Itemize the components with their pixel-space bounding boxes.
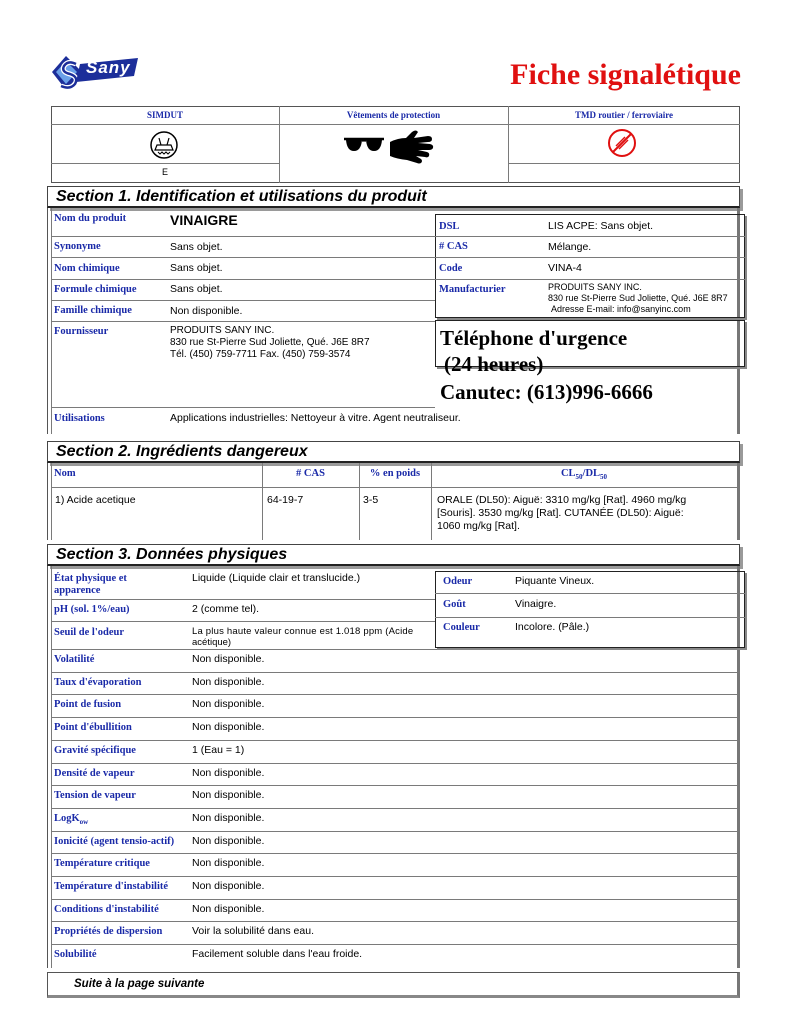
property-value: Voir la solubilité dans eau.: [192, 925, 314, 938]
safety-glasses-icon: [343, 137, 385, 155]
property-label: [54, 926, 162, 937]
property-value: Non disponible.: [192, 721, 265, 734]
simdut-class: E: [161, 167, 168, 177]
nom-produit-value: VINAIGRE: [170, 212, 238, 228]
synonyme-value: Sans objet.: [170, 241, 223, 253]
property-label-text: LogK: [54, 812, 80, 824]
col-cas-header: # CAS: [296, 468, 325, 479]
property-value: Non disponible.: [192, 857, 265, 870]
seuil-line2: acétique): [192, 637, 232, 648]
protection-header: Vêtements de protection: [346, 110, 441, 120]
property-label-text: Gravité spécifique: [54, 744, 136, 756]
row-divider: [51, 876, 737, 877]
seuil-line1: La plus haute valeur connue est 1.018 ppm (Acide: [192, 626, 414, 637]
nom-chimique-label: Nom chimique: [54, 263, 120, 274]
seuil-label: Seuil de l'odeur: [54, 627, 125, 638]
property-label-text: Conditions d'instabilité: [54, 903, 159, 915]
synonyme-label: Synonyme: [54, 241, 101, 252]
property-value: Non disponible.: [192, 789, 265, 802]
code-label: Code: [439, 263, 463, 274]
cas-label: # CAS: [439, 241, 468, 252]
gout-value: Vinaigre.: [515, 598, 557, 610]
property-value: Non disponible.: [192, 653, 265, 665]
glove-icon: [388, 128, 440, 168]
ingredient-tox-line3: 1060 mg/kg [Rat].: [437, 520, 520, 532]
footer-box: [47, 972, 740, 998]
property-label: [54, 858, 150, 869]
row-divider: [51, 785, 737, 786]
manufacturier-label: Manufacturier: [439, 284, 506, 295]
urgence-line1: Téléphone d'urgence: [440, 326, 628, 350]
ingredient-tox-line2: [Souris]. 3530 mg/kg [Rat]. CUTANÉE (DL50): Aiguë:: [437, 507, 684, 519]
company-logo: [46, 50, 140, 98]
section-3-header: [47, 544, 740, 566]
property-label: [54, 836, 174, 847]
property-value: Non disponible.: [192, 834, 265, 847]
not-regulated-icon: [607, 128, 637, 158]
property-value: Non disponible.: [192, 880, 265, 892]
odeur-value: Piquante Vineux.: [515, 575, 595, 587]
col-cl-sub: 50: [575, 473, 583, 482]
continued-note: Suite à la page suivante: [74, 978, 205, 990]
row-divider: [51, 672, 737, 673]
row-divider: [51, 694, 737, 695]
property-label-text: Point d'ébullition: [54, 722, 132, 734]
logo-text: Sany: [86, 58, 131, 77]
col-cl-dl-header: [431, 468, 737, 481]
ingredient-poids: 3-5: [363, 494, 379, 506]
property-label: [54, 949, 97, 960]
urgence-line3: Canutec: (613)996-6666: [440, 380, 653, 404]
ingredient-nom: 1) Acide acetique: [55, 494, 136, 506]
dsl-label: DSL: [439, 221, 460, 232]
property-label-text: Température d'instabilité: [54, 881, 169, 892]
property-value: 1 (Eau = 1): [192, 743, 245, 756]
dsl-value: LIS ACPE: Sans objet.: [548, 220, 654, 232]
row-divider: [51, 853, 737, 854]
simdut-icon: [148, 130, 180, 160]
row-divider: [51, 921, 737, 922]
simdut-header: SIMDUT: [146, 110, 183, 120]
ph-label: pH (sol. 1%/eau): [54, 604, 130, 615]
row-divider: [51, 763, 737, 764]
ingredient-cas: 64-19-7: [267, 494, 304, 506]
property-label: [54, 790, 136, 801]
etat-label-2: apparence: [54, 585, 101, 596]
fournisseur-line2: 830 rue St-Pierre Sud Joliette, Qué. J6E 8R7: [170, 337, 370, 348]
property-label: [54, 768, 135, 779]
property-value: Non disponible.: [192, 698, 265, 711]
section-1-title: Section 1. Identification et utilisations du produit: [56, 188, 427, 205]
property-label: [54, 677, 141, 688]
col-cl-text: CL: [560, 468, 576, 479]
property-label-text: Ionicité (agent tensio-actif): [54, 835, 175, 847]
property-label-text: Propriétés de dispersion: [54, 926, 163, 938]
etat-value: Liquide (Liquide clair et translucide.): [192, 572, 361, 584]
urgence-line2: (24 heures): [444, 352, 544, 376]
property-label-text: Densité de vapeur: [54, 767, 135, 779]
property-label: [54, 745, 136, 756]
famille-label: Famille chimique: [54, 305, 132, 316]
property-label-text: Point de fusion: [54, 699, 122, 711]
section-3-title: Section 3. Données physiques: [56, 546, 288, 563]
property-label: [54, 699, 121, 710]
fournisseur-line1: PRODUITS SANY INC.: [170, 325, 275, 336]
row-divider: [51, 944, 737, 945]
col-poids-header: % en poids: [369, 468, 421, 479]
utilisations-value: Applications industrielles: Nettoyeur à vitre. Agent neutraliseur.: [170, 412, 461, 424]
property-value: Non disponible.: [192, 766, 265, 779]
code-value: VINA-4: [548, 262, 582, 274]
property-label-text: Volatilité: [54, 654, 95, 665]
property-label: [54, 813, 88, 826]
property-label-text: Tension de vapeur: [54, 790, 136, 802]
couleur-value: Incolore. (Pâle.): [515, 621, 590, 633]
col-nom-header: Nom: [54, 468, 76, 479]
property-label: [54, 881, 168, 892]
famille-value: Non disponible.: [170, 305, 243, 317]
property-value: Non disponible.: [192, 675, 265, 688]
property-value: Facilement soluble dans l'eau froide.: [192, 948, 363, 961]
cas-value: Mélange.: [548, 241, 592, 253]
fournisseur-line3: Tél. (450) 759-7711 Fax. (450) 759-3574: [170, 349, 351, 360]
row-divider: [51, 740, 737, 741]
utilisations-label: Utilisations: [54, 413, 105, 424]
property-label-text: Température critique: [54, 858, 150, 870]
odeur-label: Odeur: [443, 576, 473, 587]
property-label: [54, 654, 94, 665]
fournisseur-label: Fournisseur: [54, 326, 109, 337]
section-1-header: [47, 186, 740, 208]
row-divider: [51, 717, 737, 718]
property-label: [54, 722, 132, 733]
formule-value: Sans objet.: [170, 283, 223, 295]
property-label: [54, 904, 159, 915]
manufacturier-line1: PRODUITS SANY INC.: [548, 282, 642, 292]
property-label-text: Taux d'évaporation: [54, 676, 142, 688]
couleur-label: Couleur: [443, 622, 480, 633]
ingredient-tox-line1: ORALE (DL50): Aiguë: 3310 mg/kg [Rat]. 4960 mg/kg: [437, 494, 687, 506]
row-divider: [51, 831, 737, 832]
section-2-header: [47, 441, 740, 463]
property-label-sub: ow: [79, 817, 89, 826]
page-title: Fiche signalétique: [510, 58, 741, 91]
property-label-text: Solubilité: [54, 949, 97, 961]
col-dl-sub: 50: [600, 473, 608, 482]
formule-label: Formule chimique: [54, 284, 137, 295]
row-divider: [51, 899, 737, 900]
gout-label: Goût: [443, 599, 466, 610]
manufacturier-line3: Adresse E-mail: info@sanyinc.com: [551, 304, 691, 314]
row-divider: [51, 808, 737, 809]
property-value: Non disponible.: [192, 811, 265, 824]
etat-label-1: État physique et: [54, 573, 127, 584]
tmd-header: TMD routier / ferroviaire: [574, 110, 674, 120]
col-dl-text: /DL: [582, 468, 601, 479]
property-value: Non disponible.: [192, 902, 265, 915]
manufacturier-line2: 830 rue St-Pierre Sud Joliette, Qué. J6E 8R7: [548, 293, 728, 303]
ph-value: 2 (comme tel).: [192, 603, 260, 615]
nom-produit-label: Nom du produit: [54, 213, 127, 224]
section-2-title: Section 2. Ingrédients dangereux: [56, 443, 308, 460]
nom-chimique-value: Sans objet.: [170, 262, 223, 274]
